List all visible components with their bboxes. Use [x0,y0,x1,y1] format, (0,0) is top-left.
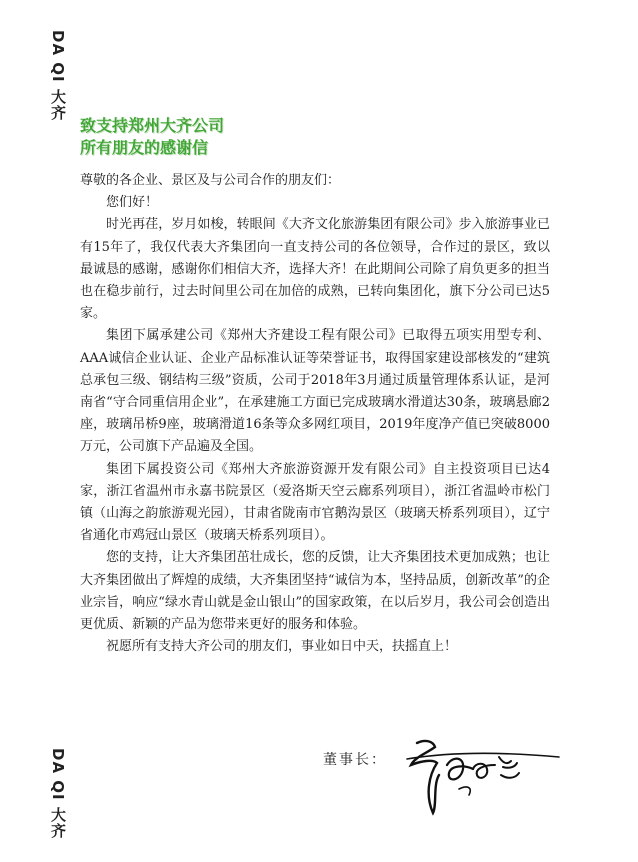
title-line-1: 致支持郑州大齐公司 [80,116,225,135]
side-brand-bottom: DA QI 大齐 [49,748,67,839]
paragraph-4: 您的支持，让大齐集团茁壮成长，您的反馈，让大齐集团技术更加成熟；也让大齐集团做出了辉煌的成绩，大齐集团坚持“诚信为本，坚持品质，创新改革”的企业宗旨，响应“绿水青山就是金山银山”的国家政策，在以后岁月，我公司会创造出更优质、新颖的产品为您带来更好的服务和体验。 [80,550,550,633]
paragraph-5: 祝愿所有支持大齐公司的朋友们，事业如日中天，扶摇直上！ [106,639,458,655]
paragraph-1: 时光再荏，岁月如梭，转眼间《大齐文化旅游集团有限公司》步入旅游事业已有15年了，我仅代表大齐集团向一直支持公司的各位领导，合作过的景区，致以最诚恳的感谢，感谢你们相信大齐，选择大齐！在此期间公司除了肩负更多的担当也在稳步前行，过去时间里公司在加倍的成熟，已转向集团化，旗下分公司已达5家。 [80,217,550,322]
signature-block [323,735,563,825]
letter-body [80,170,550,658]
side-brand-top: DA QI 大齐 [49,30,67,121]
salutation: 尊敬的各企业、景区及与公司合作的朋友们： [80,173,341,188]
paragraph-3: 集团下属投资公司《郑州大齐旅游资源开发有限公司》自主投资项目已达4家，浙江省温州市永嘉书院景区（爱洛斯天空云廊系列项目），浙江省温岭市松门镇（山海之韵旅游观光园），甘肃省陇南市官鹅沟景区（玻璃天桥系列项目），辽宁省通化市鸡冠山景区（玻璃天桥系列项目）。 [80,461,550,544]
chairman-label: 董事长： [323,752,387,768]
title-line-2: 所有朋友的感谢信 [80,138,209,157]
greeting: 您们好！ [106,195,159,211]
paragraph-2: 集团下属承建公司《郑州大齐建设工程有限公司》已取得五项实用型专利、AAA诚信企业认证、企业产品标准认证等荣誉证书，取得国家建设部核发的“建筑总承包三级、钢结构三级”资质，公司于2018年3月通过质量管理体系认证，是河南省“守合同重信用企业”，在承建施工方面已完成玻璃水滑道达30条，玻璃悬廊2座，玻璃吊桥9座，玻璃滑道16条等众多网红项目，2019年度净产值已突破8000万元，公司旗下产品遍及全国。 [80,328,550,455]
handwritten-signature [403,735,563,825]
letter-title [80,115,224,159]
